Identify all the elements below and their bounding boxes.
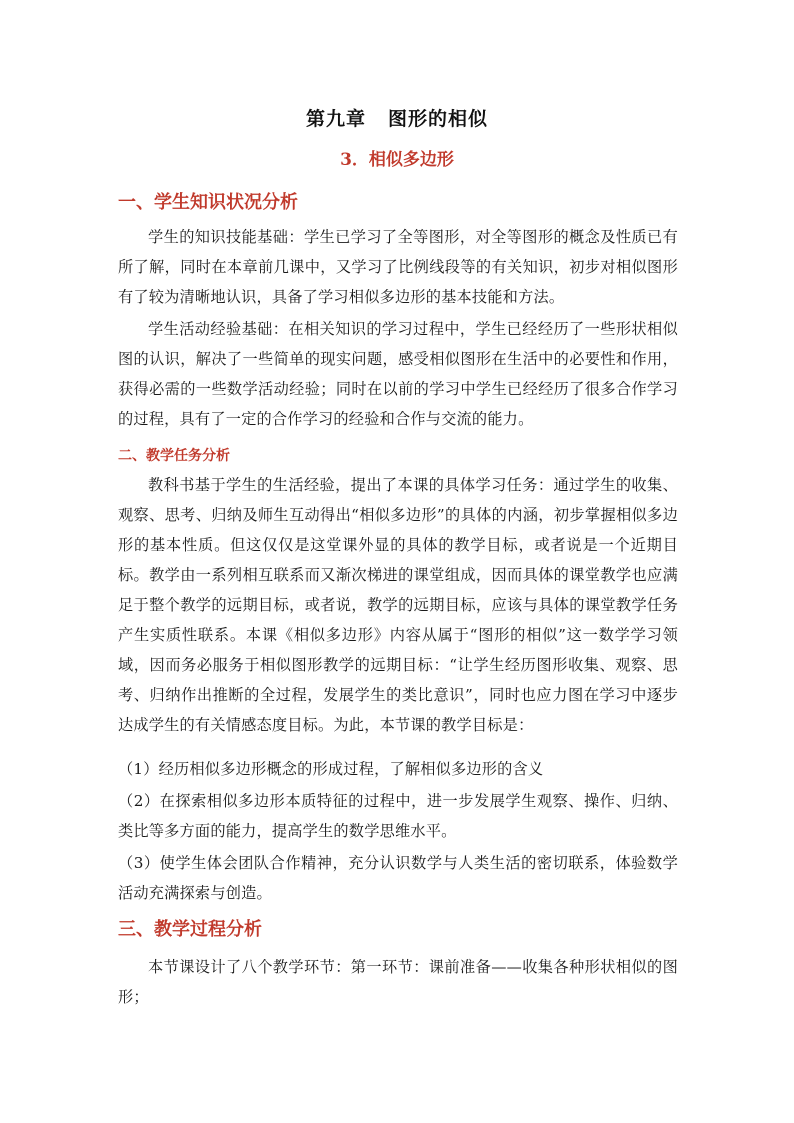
goal-item-1: （1）经历相似多边形概念的形成过程，了解相似多边形的含义 [118, 760, 544, 778]
lesson-title: 3．相似多边形 [340, 150, 454, 170]
goal-item-3: （3）使学生体会团队合作精神，充分认识数学与人类生活的密切联系，体验数学活动充满探索与创造。 [118, 854, 678, 902]
section3-paragraph: 本节课设计了八个教学环节：第一环节：课前准备——收集各种形状相似的图形； [118, 958, 678, 1006]
section3-heading: 三、教学过程分析 [118, 919, 262, 940]
section2-paragraph: 教科书基于学生的生活经验，提出了本课的具体学习任务：通过学生的收集、观察、思考、归纳及师生互动得出“相似多边形”的具体的内涵，初步掌握相似多边形的基本性质。但这仅仅是这堂课外显的具体的教学目标，或者说是一个近期目标。教学由一系列相互联系而又渐次梯进的课堂组成，因而具体的课堂教学也应满足于整个教学的远期目标，或者说，教学的远期目标，应该与具体的课堂教学任务产生实质性联系。本课《相似多边形》内容从属于“图形的相似”这一数学学习领域，因而务必服务于相似图形教学的远期目标：“让学生经历图形收集、观察、思考、归纳作出推断的全过程，发展学生的类比意识”，同时也应力图在学习中逐步达成学生的有关情感态度目标。为此，本节课的教学目标是： [118, 476, 678, 734]
section1-paragraph-2: 学生活动经验基础：在相关知识的学习过程中，学生已经经历了一些形状相似图的认识，解决了一些简单的现实问题，感受相似图形在生活中的必要性和作用，获得必需的一些数学活动经验；同时在以前的学习中学生已经经历了很多合作学习的过程，具有了一定的合作学习的经验和合作与交流的能力。 [118, 320, 678, 428]
chapter-number: 第九章 [305, 108, 366, 130]
section2-heading: 二、教学任务分析 [118, 448, 230, 464]
chapter-title [0, 104, 794, 131]
section1-heading: 一、学生知识状况分析 [118, 192, 298, 213]
section1-paragraph-1: 学生的知识技能基础：学生已学习了全等图形，对全等图形的概念及性质已有所了解，同时在本章前几课中，又学习了比例线段等的有关知识，初步对相似图形有了较为清晰地认识，具备了学习相似多边形的基本技能和方法。 [118, 228, 678, 306]
goal-item-2: （2）在探索相似多边形本质特征的过程中，进一步发展学生观察、操作、归纳、类比等多方面的能力，提高学生的数学思维水平。 [118, 792, 678, 840]
chapter-name: 图形的相似 [388, 108, 489, 130]
